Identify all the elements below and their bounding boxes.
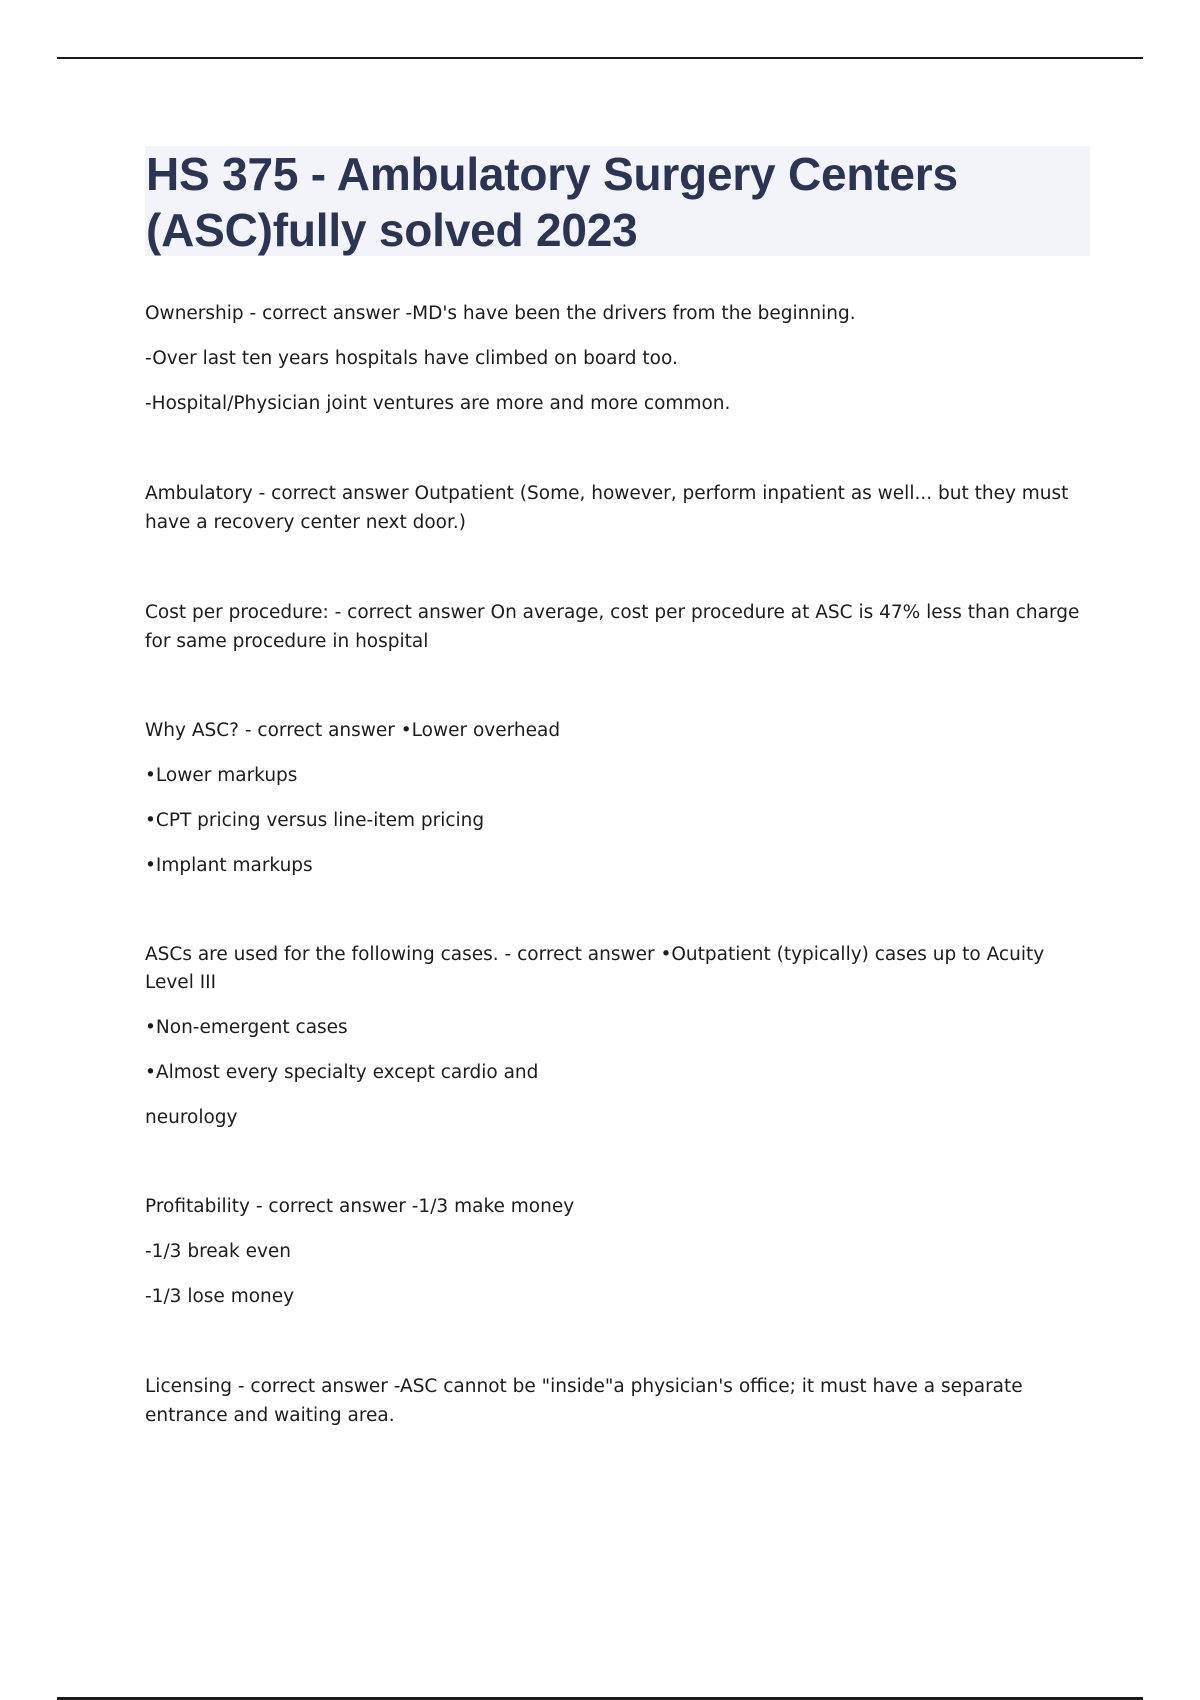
qa-line: •CPT pricing versus line-item pricing xyxy=(145,810,485,831)
qa-line: •Lower markups xyxy=(145,765,298,786)
title-box xyxy=(145,146,1090,256)
qa-line: neurology xyxy=(145,1107,238,1128)
qa-licensing xyxy=(145,1372,1095,1430)
qa-why-asc xyxy=(145,717,1095,880)
qa-line: •Almost every specialty except cardio and xyxy=(145,1062,539,1083)
qa-line: -1/3 break even xyxy=(145,1241,292,1262)
qa-cost-per-procedure xyxy=(145,598,1095,656)
qa-line: Profitability - correct answer -1/3 make money xyxy=(145,1196,575,1217)
qa-profitability xyxy=(145,1193,1095,1311)
qa-line: -Hospital/Physician joint ventures are more and more common. xyxy=(145,393,731,414)
document-body xyxy=(145,300,1095,1447)
qa-line: Ownership - correct answer -MD's have been the drivers from the beginning. xyxy=(145,303,856,324)
qa-line: -1/3 lose money xyxy=(145,1286,295,1307)
qa-ownership xyxy=(145,300,1095,418)
qa-line: Licensing - correct answer -ASC cannot be "inside"a physician's office; it must have a separate entrance and waiting area. xyxy=(145,1376,1023,1426)
qa-line: Why ASC? - correct answer •Lower overhead xyxy=(145,720,561,741)
qa-line: Ambulatory - correct answer Outpatient (Some, however, perform inpatient as well... but they must have a recovery center next door.) xyxy=(145,483,1069,533)
qa-ambulatory xyxy=(145,479,1095,537)
qa-line: •Non-emergent cases xyxy=(145,1017,348,1038)
qa-line: •Implant markups xyxy=(145,855,313,876)
qa-line: Cost per procedure: - correct answer On average, cost per procedure at ASC is 47% less than charge for same procedure in hospital xyxy=(145,602,1080,652)
document-title: HS 375 - Ambulatory Surgery Centers (ASC)fully solved 2023 xyxy=(146,148,958,256)
qa-line: ASCs are used for the following cases. - correct answer •Outpatient (typically) cases up to Acuity Level III xyxy=(145,944,1045,993)
header-rule xyxy=(57,57,1143,59)
qa-asc-cases xyxy=(145,941,1095,1132)
qa-line: -Over last ten years hospitals have climbed on board too. xyxy=(145,348,678,369)
